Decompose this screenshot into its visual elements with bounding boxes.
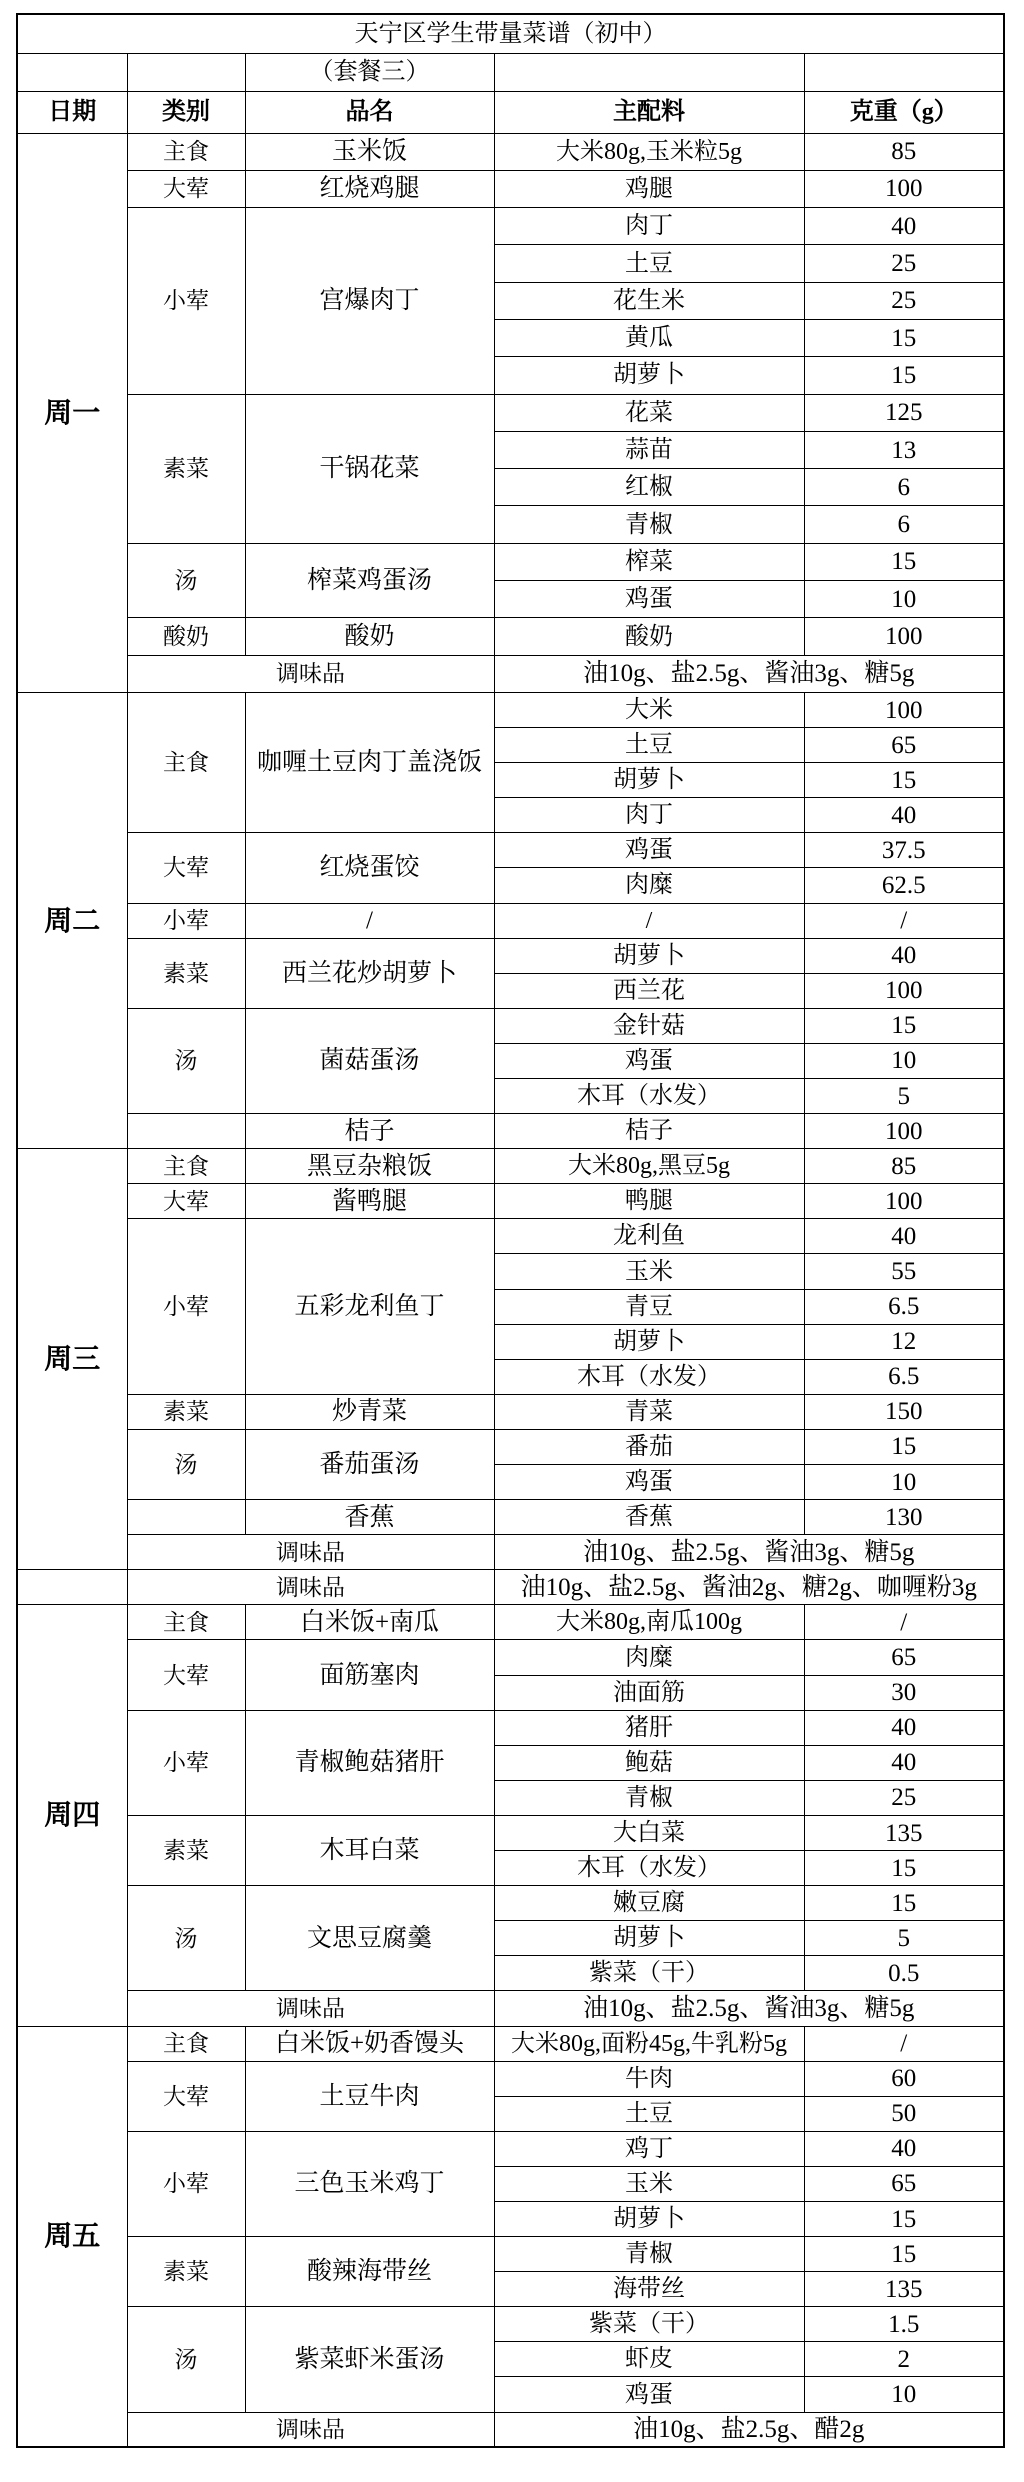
category-cell: 小荤 <box>127 1219 245 1394</box>
weight-cell: / <box>804 903 1004 938</box>
ingredient-cell: 紫菜（干） <box>494 1956 804 1991</box>
weight-cell: 65 <box>804 2166 1004 2201</box>
empty-cell <box>494 53 804 91</box>
ingredient-cell: 木耳（水发） <box>494 1078 804 1113</box>
category-cell: 素菜 <box>127 1394 245 1429</box>
weight-cell: 10 <box>804 2377 1004 2412</box>
category-cell: 小荤 <box>127 208 245 394</box>
menu-row <box>17 2131 1004 2166</box>
weight-cell: 5 <box>804 1921 1004 1956</box>
weight-cell: 65 <box>804 728 1004 763</box>
category-cell: 大荤 <box>127 2061 245 2131</box>
dish-cell: 紫菜虾米蛋汤 <box>245 2307 494 2412</box>
weight-cell: 37.5 <box>804 833 1004 868</box>
menu-row <box>17 903 1004 938</box>
ingredient-cell: 肉丁 <box>494 798 804 833</box>
menu-row <box>17 1184 1004 1219</box>
empty-cell <box>127 53 245 91</box>
category-cell: 主食 <box>127 692 245 832</box>
header-row <box>17 91 1004 133</box>
seasoning-value: 油10g、盐2.5g、酱油3g、糖5g <box>494 1991 1004 2026</box>
ingredient-cell: 胡萝卜 <box>494 1921 804 1956</box>
weight-cell: 150 <box>804 1394 1004 1429</box>
ingredient-cell: 虾皮 <box>494 2342 804 2377</box>
weight-cell: 40 <box>804 1710 1004 1745</box>
category-cell: 汤 <box>127 543 245 618</box>
menu-row <box>17 1149 1004 1184</box>
menu-row <box>17 1640 1004 1675</box>
weight-cell: 12 <box>804 1324 1004 1359</box>
menu-row <box>17 208 1004 245</box>
category-cell: 酸奶 <box>127 618 245 655</box>
weight-cell: 15 <box>804 543 1004 580</box>
ingredient-cell: 大米 <box>494 692 804 727</box>
dish-cell: 玉米饭 <box>245 133 494 170</box>
weight-cell: 10 <box>804 1465 1004 1500</box>
weight-cell: 135 <box>804 1815 1004 1850</box>
menu-table <box>16 13 1005 2448</box>
ingredient-cell: 大白菜 <box>494 1815 804 1850</box>
dish-cell: 干锅花菜 <box>245 394 494 543</box>
ingredient-cell: 鲍菇 <box>494 1745 804 1780</box>
weight-cell: 100 <box>804 1114 1004 1149</box>
menu-row <box>17 1500 1004 1535</box>
category-cell: 大荤 <box>127 1640 245 1710</box>
ingredient-cell: 青菜 <box>494 1394 804 1429</box>
dish-cell: 文思豆腐羹 <box>245 1886 494 1991</box>
dish-cell: 菌菇蛋汤 <box>245 1008 494 1113</box>
seasoning-label: 调味品 <box>127 1991 494 2026</box>
dish-cell: / <box>245 903 494 938</box>
weight-cell: 25 <box>804 1780 1004 1815</box>
ingredient-cell: 大米80g,玉米粒5g <box>494 133 804 170</box>
seasoning-value: 油10g、盐2.5g、酱油2g、糖2g、咖喱粉3g <box>494 1570 1004 1605</box>
menu-row <box>17 1394 1004 1429</box>
weight-cell: 55 <box>804 1254 1004 1289</box>
ingredient-cell: 鸭腿 <box>494 1184 804 1219</box>
ingredient-cell: 肉糜 <box>494 1640 804 1675</box>
menu-row <box>17 1114 1004 1149</box>
menu-subtitle: （套餐三） <box>245 53 494 91</box>
category-cell: 素菜 <box>127 1815 245 1885</box>
weight-cell: 15 <box>804 319 1004 356</box>
menu-row <box>17 1710 1004 1745</box>
day-cell: 周四 <box>17 1605 127 2026</box>
ingredient-cell: 大米80g,面粉45g,牛乳粉5g <box>494 2026 804 2061</box>
ingredient-cell: 胡萝卜 <box>494 2201 804 2236</box>
dish-cell: 酸辣海带丝 <box>245 2237 494 2307</box>
ingredient-cell: 榨菜 <box>494 543 804 580</box>
ingredient-cell: 青豆 <box>494 1289 804 1324</box>
category-cell: 素菜 <box>127 394 245 543</box>
ingredient-cell: 桔子 <box>494 1114 804 1149</box>
ingredient-cell: 鸡腿 <box>494 170 804 207</box>
weight-cell: 30 <box>804 1675 1004 1710</box>
weight-cell: 5 <box>804 1078 1004 1113</box>
dish-cell: 三色玉米鸡丁 <box>245 2131 494 2236</box>
weight-cell: 6 <box>804 469 1004 506</box>
ingredient-cell: 胡萝卜 <box>494 1324 804 1359</box>
menu-row <box>17 1815 1004 1850</box>
menu-row <box>17 2061 1004 2096</box>
dish-cell: 黑豆杂粮饭 <box>245 1149 494 1184</box>
dish-cell: 桔子 <box>245 1114 494 1149</box>
menu-row <box>17 1991 1004 2026</box>
ingredient-cell: 胡萝卜 <box>494 763 804 798</box>
weight-cell: 62.5 <box>804 868 1004 903</box>
weight-cell: 0.5 <box>804 1956 1004 1991</box>
weight-cell: 15 <box>804 1008 1004 1043</box>
weight-cell: 25 <box>804 245 1004 282</box>
menu-row <box>17 1535 1004 1570</box>
ingredient-cell: 玉米 <box>494 2166 804 2201</box>
day-cell: 周二 <box>17 692 127 1148</box>
weight-cell: 15 <box>804 1429 1004 1464</box>
ingredient-cell: 大米80g,黑豆5g <box>494 1149 804 1184</box>
empty-cell <box>17 53 127 91</box>
ingredient-cell: 肉丁 <box>494 208 804 245</box>
category-cell: 大荤 <box>127 1184 245 1219</box>
seasoning-label: 调味品 <box>127 2412 494 2447</box>
dish-cell: 青椒鲍菇猪肝 <box>245 1710 494 1815</box>
menu-row <box>17 170 1004 207</box>
weight-cell: 40 <box>804 2131 1004 2166</box>
menu-row <box>17 618 1004 655</box>
weight-cell: 125 <box>804 394 1004 431</box>
ingredient-cell: 大米80g,南瓜100g <box>494 1605 804 1640</box>
weight-cell: 85 <box>804 133 1004 170</box>
weight-cell: 40 <box>804 1745 1004 1780</box>
ingredient-cell: 牛肉 <box>494 2061 804 2096</box>
weight-cell: 100 <box>804 973 1004 1008</box>
category-cell: 小荤 <box>127 2131 245 2236</box>
ingredient-cell: 香蕉 <box>494 1500 804 1535</box>
ingredient-cell: 青椒 <box>494 506 804 543</box>
category-cell: 汤 <box>127 1886 245 1991</box>
weight-cell: 40 <box>804 938 1004 973</box>
ingredient-cell: 西兰花 <box>494 973 804 1008</box>
weight-cell: 40 <box>804 798 1004 833</box>
ingredient-cell: 龙利鱼 <box>494 1219 804 1254</box>
weight-cell: / <box>804 2026 1004 2061</box>
dish-cell: 土豆牛肉 <box>245 2061 494 2131</box>
category-cell: 素菜 <box>127 938 245 1008</box>
empty-cell <box>804 53 1004 91</box>
category-cell: 汤 <box>127 1429 245 1499</box>
ingredient-cell: 油面筋 <box>494 1675 804 1710</box>
weight-cell: 65 <box>804 1640 1004 1675</box>
menu-body <box>17 133 1004 2447</box>
ingredient-cell: 胡萝卜 <box>494 357 804 394</box>
menu-row <box>17 2307 1004 2342</box>
ingredient-cell: 青椒 <box>494 2237 804 2272</box>
weight-cell: 10 <box>804 581 1004 618</box>
weight-cell: 100 <box>804 618 1004 655</box>
ingredient-cell: 鸡蛋 <box>494 2377 804 2412</box>
dish-cell: 白米饭+南瓜 <box>245 1605 494 1640</box>
ingredient-cell: 嫩豆腐 <box>494 1886 804 1921</box>
ingredient-cell: 鸡蛋 <box>494 1465 804 1500</box>
empty-category-cell <box>127 1500 245 1535</box>
header-weight: 克重（g） <box>804 91 1004 133</box>
weight-cell: 10 <box>804 1043 1004 1078</box>
category-cell: 小荤 <box>127 1710 245 1815</box>
empty-day-cell <box>17 1570 127 1605</box>
seasoning-label: 调味品 <box>127 655 494 692</box>
seasoning-label: 调味品 <box>127 1535 494 1570</box>
ingredient-cell: 番茄 <box>494 1429 804 1464</box>
ingredient-cell: 土豆 <box>494 2096 804 2131</box>
category-cell: 主食 <box>127 2026 245 2061</box>
dish-cell: 咖喱土豆肉丁盖浇饭 <box>245 692 494 832</box>
weight-cell: 2 <box>804 2342 1004 2377</box>
weight-cell: 6 <box>804 506 1004 543</box>
ingredient-cell: 木耳（水发） <box>494 1851 804 1886</box>
weight-cell: 15 <box>804 357 1004 394</box>
dish-cell: 红烧蛋饺 <box>245 833 494 903</box>
dish-cell: 白米饭+奶香馒头 <box>245 2026 494 2061</box>
category-cell: 小荤 <box>127 903 245 938</box>
weight-cell: 40 <box>804 1219 1004 1254</box>
ingredient-cell: 木耳（水发） <box>494 1359 804 1394</box>
category-cell: 大荤 <box>127 833 245 903</box>
dish-cell: 木耳白菜 <box>245 1815 494 1885</box>
ingredient-cell: 玉米 <box>494 1254 804 1289</box>
dish-cell: 炒青菜 <box>245 1394 494 1429</box>
ingredient-cell: 胡萝卜 <box>494 938 804 973</box>
weight-cell: 60 <box>804 2061 1004 2096</box>
menu-row <box>17 133 1004 170</box>
header-category: 类别 <box>127 91 245 133</box>
category-cell: 主食 <box>127 133 245 170</box>
menu-row <box>17 833 1004 868</box>
ingredient-cell: 猪肝 <box>494 1710 804 1745</box>
weight-cell: 15 <box>804 2237 1004 2272</box>
seasoning-value: 油10g、盐2.5g、酱油3g、糖5g <box>494 1535 1004 1570</box>
ingredient-cell: 鸡丁 <box>494 2131 804 2166</box>
empty-category-cell <box>127 1114 245 1149</box>
ingredient-cell: 酸奶 <box>494 618 804 655</box>
category-cell: 主食 <box>127 1605 245 1640</box>
dish-cell: 香蕉 <box>245 1500 494 1535</box>
weight-cell: 130 <box>804 1500 1004 1535</box>
category-cell: 主食 <box>127 1149 245 1184</box>
day-cell: 周一 <box>17 133 127 692</box>
ingredient-cell: 花菜 <box>494 394 804 431</box>
dish-cell: 榨菜鸡蛋汤 <box>245 543 494 618</box>
seasoning-value: 油10g、盐2.5g、酱油3g、糖5g <box>494 655 1004 692</box>
category-cell: 汤 <box>127 2307 245 2412</box>
ingredient-cell: 肉糜 <box>494 868 804 903</box>
weight-cell: 100 <box>804 170 1004 207</box>
weight-cell: 15 <box>804 1851 1004 1886</box>
weight-cell: / <box>804 1605 1004 1640</box>
dish-cell: 番茄蛋汤 <box>245 1429 494 1499</box>
weight-cell: 25 <box>804 282 1004 319</box>
menu-row <box>17 1008 1004 1043</box>
menu-row <box>17 938 1004 973</box>
header-dish: 品名 <box>245 91 494 133</box>
dish-cell: 酱鸭腿 <box>245 1184 494 1219</box>
weight-cell: 40 <box>804 208 1004 245</box>
menu-row <box>17 394 1004 431</box>
dish-cell: 红烧鸡腿 <box>245 170 494 207</box>
day-cell: 周五 <box>17 2026 127 2447</box>
menu-row <box>17 1429 1004 1464</box>
menu-row <box>17 2026 1004 2061</box>
seasoning-value: 油10g、盐2.5g、醋2g <box>494 2412 1004 2447</box>
weight-cell: 15 <box>804 1886 1004 1921</box>
ingredient-cell: 海带丝 <box>494 2272 804 2307</box>
category-cell: 汤 <box>127 1008 245 1113</box>
weight-cell: 15 <box>804 763 1004 798</box>
ingredient-cell: 土豆 <box>494 728 804 763</box>
menu-row <box>17 655 1004 692</box>
category-cell: 大荤 <box>127 170 245 207</box>
dish-cell: 西兰花炒胡萝卜 <box>245 938 494 1008</box>
dish-cell: 五彩龙利鱼丁 <box>245 1219 494 1394</box>
ingredient-cell: / <box>494 903 804 938</box>
menu-row <box>17 1886 1004 1921</box>
weight-cell: 85 <box>804 1149 1004 1184</box>
weight-cell: 100 <box>804 1184 1004 1219</box>
subtitle-row <box>17 53 1004 91</box>
menu-title: 天宁区学生带量菜谱（初中） <box>17 14 1004 53</box>
header-date: 日期 <box>17 91 127 133</box>
seasoning-label: 调味品 <box>127 1570 494 1605</box>
category-cell: 素菜 <box>127 2237 245 2307</box>
dish-cell: 宫爆肉丁 <box>245 208 494 394</box>
weight-cell: 135 <box>804 2272 1004 2307</box>
weight-cell: 15 <box>804 2201 1004 2236</box>
ingredient-cell: 黄瓜 <box>494 319 804 356</box>
weight-cell: 6.5 <box>804 1359 1004 1394</box>
ingredient-cell: 紫菜（干） <box>494 2307 804 2342</box>
weight-cell: 6.5 <box>804 1289 1004 1324</box>
ingredient-cell: 土豆 <box>494 245 804 282</box>
weight-cell: 50 <box>804 2096 1004 2131</box>
weight-cell: 13 <box>804 431 1004 468</box>
weight-cell: 100 <box>804 692 1004 727</box>
weight-cell: 1.5 <box>804 2307 1004 2342</box>
ingredient-cell: 花生米 <box>494 282 804 319</box>
dish-cell: 面筋塞肉 <box>245 1640 494 1710</box>
ingredient-cell: 青椒 <box>494 1780 804 1815</box>
menu-row <box>17 2412 1004 2447</box>
header-ingredients: 主配料 <box>494 91 804 133</box>
menu-row <box>17 543 1004 580</box>
menu-row <box>17 1605 1004 1640</box>
ingredient-cell: 鸡蛋 <box>494 1043 804 1078</box>
ingredient-cell: 蒜苗 <box>494 431 804 468</box>
title-row <box>17 14 1004 53</box>
menu-row <box>17 1219 1004 1254</box>
ingredient-cell: 鸡蛋 <box>494 833 804 868</box>
day-cell: 周三 <box>17 1149 127 1570</box>
menu-row <box>17 1570 1004 1605</box>
menu-row <box>17 2237 1004 2272</box>
menu-row <box>17 692 1004 727</box>
ingredient-cell: 金针菇 <box>494 1008 804 1043</box>
dish-cell: 酸奶 <box>245 618 494 655</box>
ingredient-cell: 鸡蛋 <box>494 581 804 618</box>
ingredient-cell: 红椒 <box>494 469 804 506</box>
